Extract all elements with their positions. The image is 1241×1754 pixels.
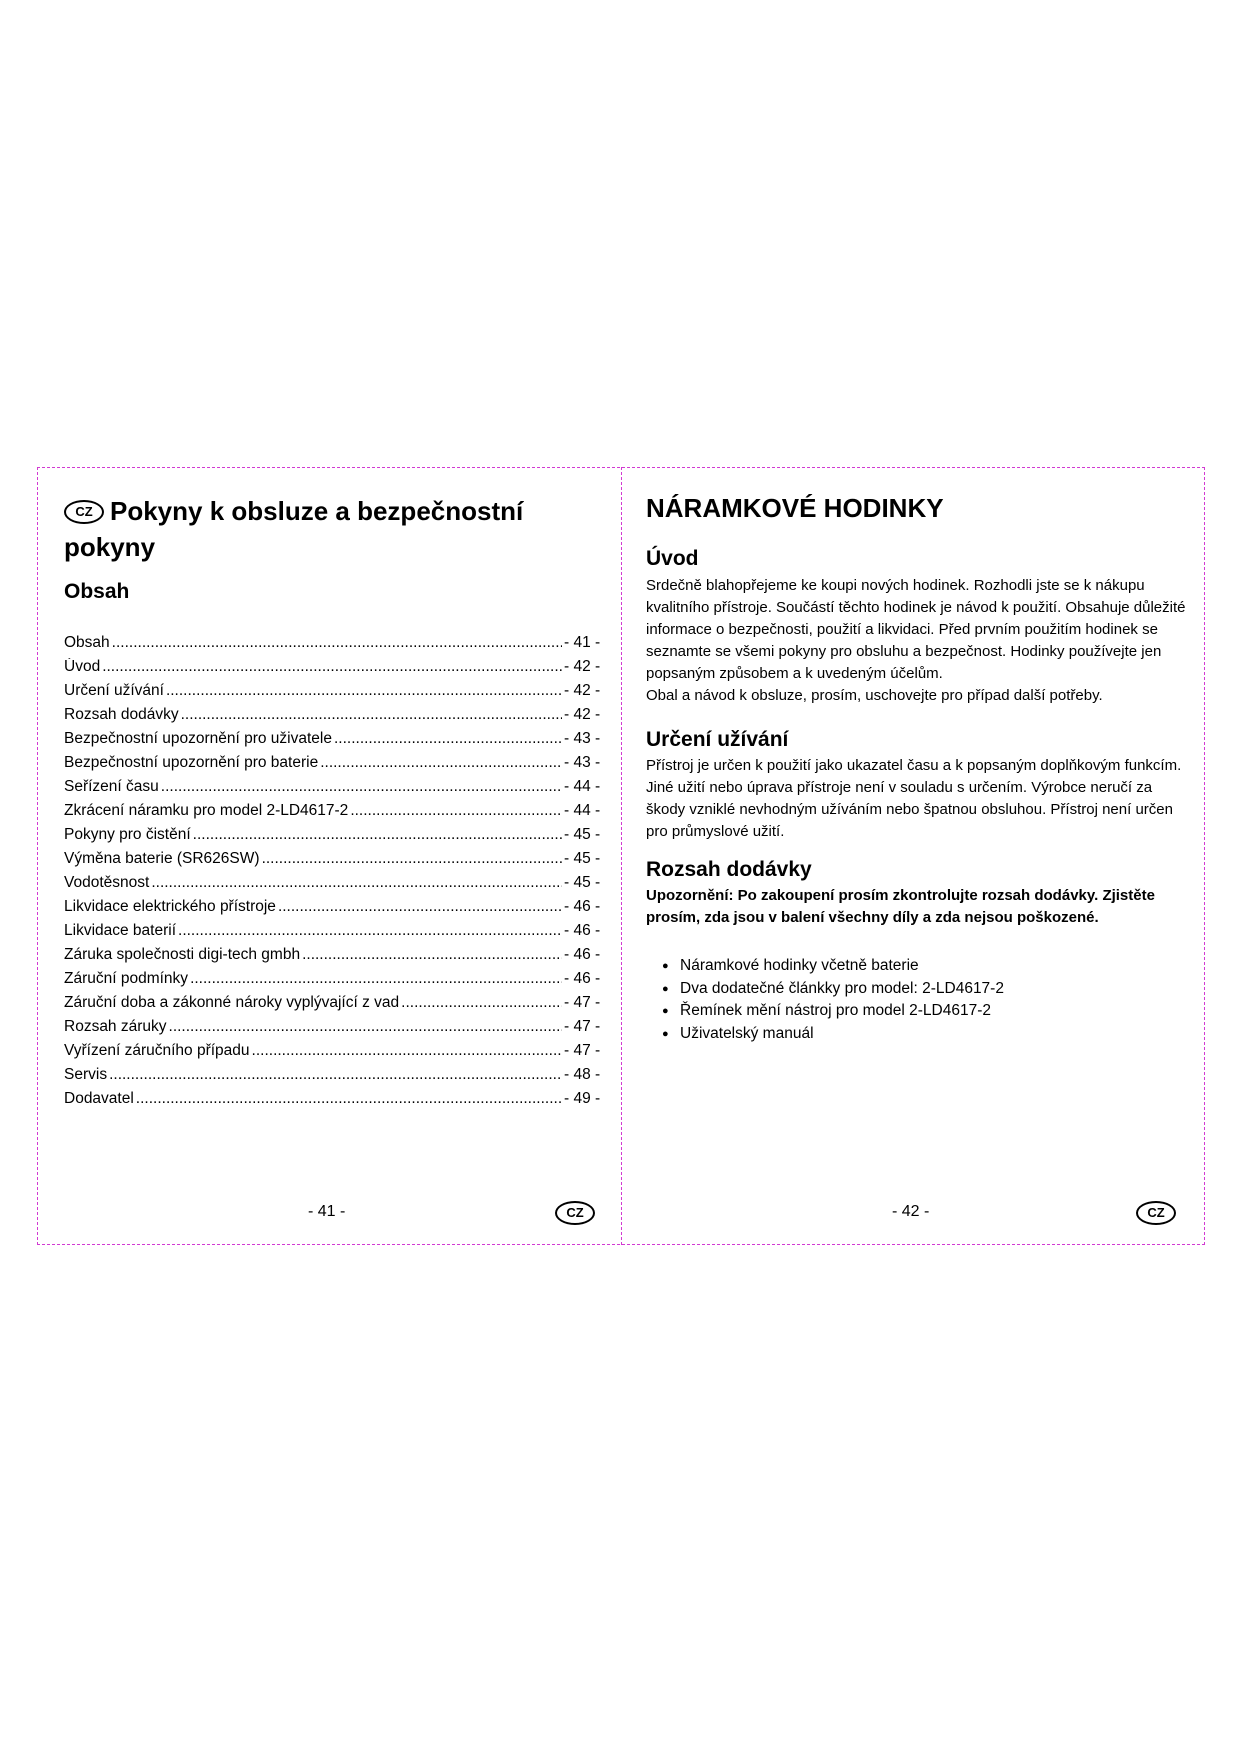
toc-leader-dots (178, 922, 562, 940)
toc-leader-dots (252, 1042, 562, 1060)
toc-entry[interactable]: Záruční podmínky ..... - 46 - (64, 970, 612, 994)
toc-entry[interactable]: Vodotěsnost ..... - 45 - (64, 874, 612, 898)
toc-leader-dots (136, 1090, 562, 1108)
toc-leader-dots (350, 802, 562, 820)
toc-leader-dots (181, 706, 562, 724)
toc-entry[interactable]: Záruční doba a zákonné nároky vyplývající z vad ..... - 47 - (64, 994, 612, 1018)
toc-entry[interactable]: Likvidace baterií ..... - 46 - (64, 922, 612, 946)
left-page-title (64, 493, 584, 565)
toc-leader-dots (320, 754, 562, 772)
toc-leader-dots (278, 898, 562, 916)
table-of-contents (64, 634, 612, 1114)
toc-leader-dots (193, 826, 562, 844)
toc-leader-dots (334, 730, 562, 748)
toc-heading: Obsah (64, 580, 130, 603)
toc-entry[interactable]: Dodavatel ..... - 49 - (64, 1090, 612, 1114)
toc-entry[interactable]: Pokyny pro čistění ..... - 45 - (64, 826, 612, 850)
usage-heading: Určení užívání (646, 728, 789, 751)
toc-entry[interactable]: Rozsah záruky ..... - 47 - (64, 1018, 612, 1042)
list-item: ● Řemínek mění nástroj pro model 2-LD4617-2 (662, 1000, 1004, 1023)
toc-leader-dots (151, 874, 562, 892)
left-page (38, 467, 621, 1245)
title-text: Pokyny k obsluze a bezpečnostní pokyny (64, 496, 524, 562)
cz-footer-badge-icon: CZ (1136, 1201, 1176, 1225)
toc-entry[interactable]: Úvod ..... - 42 - (64, 658, 612, 682)
toc-entry[interactable]: Zkrácení náramku pro model 2-LD4617-2 ..... - 44 - (64, 802, 612, 826)
toc-entry[interactable]: Bezpečnostní upozornění pro uživatele ..... - 43 - (64, 730, 612, 754)
toc-entry[interactable]: Rozsah dodávky ..... - 42 - (64, 706, 612, 730)
toc-leader-dots (302, 946, 562, 964)
toc-leader-dots (190, 970, 562, 988)
cz-footer-badge-icon: CZ (555, 1201, 595, 1225)
toc-entry[interactable]: Obsah ..... - 41 - (64, 634, 612, 658)
toc-entry[interactable]: Bezpečnostní upozornění pro baterie ..... - 43 - (64, 754, 612, 778)
toc-leader-dots (161, 778, 562, 796)
toc-entry[interactable]: Výměna baterie (SR626SW) ..... - 45 - (64, 850, 612, 874)
page-number: - 41 - (308, 1203, 346, 1220)
toc-leader-dots (401, 994, 562, 1012)
list-item: ● Náramkové hodinky včetně baterie (662, 955, 1004, 978)
toc-leader-dots (262, 850, 562, 868)
toc-leader-dots (112, 634, 562, 652)
intro-paragraph: Srdečně blahopřejeme ke koupi nových hodinek. Rozhodli jste se k nákupu kvalitního přístroje. Součástí těchto hodinek je návod k použití. Obsahuje důležité informace o bezpečnosti, použití a likvidaci. Před prvním použitím hodinek se seznamte se všemi pokyny pro obsluhu a bezpečnost. Hodinky používejte jen popsaným způsobem a k uvedeným účelům. (646, 577, 1186, 682)
toc-entry[interactable]: Vyřízení záručního případu ..... - 47 - (64, 1042, 612, 1066)
intro-heading: Úvod (646, 547, 699, 570)
delivery-notice: Upozornění: Po zakoupení prosím zkontrolujte rozsah dodávky. Zjistěte prosím, zda jsou v balení všechny díly a zda nejsou poškozené. (646, 887, 1155, 926)
toc-entry[interactable]: Záruka společnosti digi-tech gmbh ..... - 46 - (64, 946, 612, 970)
intro-paragraph-storage: Obal a návod k obsluze, prosím, uschovejte pro případ další potřeby. (646, 687, 1103, 704)
page-number: - 42 - (892, 1203, 930, 1220)
toc-leader-dots (109, 1066, 562, 1084)
toc-entry[interactable]: Likvidace elektrického přístroje ..... - 46 - (64, 898, 612, 922)
delivery-items-list (662, 955, 1004, 1045)
right-page-title: NÁRAMKOVÉ HODINKY (646, 493, 944, 523)
toc-entry[interactable]: Servis ..... - 48 - (64, 1066, 612, 1090)
delivery-heading: Rozsah dodávky (646, 858, 812, 881)
list-item: ● Dva dodatečné článkky pro model: 2-LD4617-2 (662, 978, 1004, 1001)
toc-leader-dots (169, 1018, 562, 1036)
toc-entry[interactable]: Seřízení času ..... - 44 - (64, 778, 612, 802)
toc-entry[interactable]: Určení užívání ..... - 42 - (64, 682, 612, 706)
usage-paragraph: Přístroj je určen k použití jako ukazatel času a k popsaným doplňkovým funkcím. Jiné užití nebo úprava přístroje není v souladu s určením. Výrobce neručí za škody vzniklé nevhodným užíváním nebo špatnou obsluhou. Přístroj není určen pro průmyslové užití. (646, 757, 1182, 840)
toc-leader-dots (102, 658, 562, 676)
toc-leader-dots (166, 682, 562, 700)
right-page (622, 467, 1204, 1245)
list-item: ● Uživatelský manuál (662, 1023, 1004, 1046)
cz-language-badge-icon: CZ (64, 500, 104, 524)
